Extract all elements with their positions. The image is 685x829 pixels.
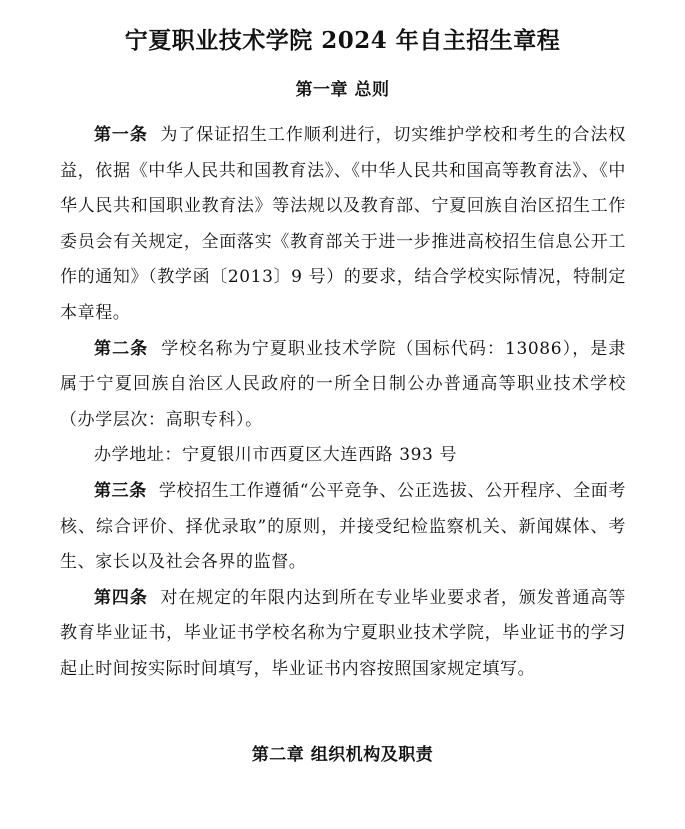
article-3-heading: 第三条: [94, 480, 147, 501]
chapter-1-heading: 第一章 总则: [295, 80, 390, 100]
document-title: 宁夏职业技术学院 2024 年自主招生章程: [124, 27, 561, 54]
article-1-text: 为了保证招生工作顺利进行，切实维护学校和考生的合法权益，依据《中华人民共和国教育法》、《中华人民共和国高等教育法》、《中华人民共和国职业教育法》等法规以及教育部、宁夏回族自治区招生工作委员会有关规定，全面落实《教育部关于进一步推进高校招生信息公开工作的通知》（教学函〔2013〕9 号）的要求，结合学校实际情况，特制定本章程。: [60, 125, 626, 323]
article-3-text: 学校招生工作遵循“公平竞争、公正选拔、公开程序、全面考核、综合评价、择优录取”的原则，并接受纪检监察机关、新闻媒体、考生、家长以及社会各界的监督。: [60, 480, 626, 573]
article-3: [60, 474, 626, 581]
article-2-heading: 第二条: [94, 338, 149, 359]
article-2-text: 学校名称为宁夏职业技术学院（国标代码：13086），是隶属于宁夏回族自治区人民政府的一所全日制公办普通高等职业技术学校（办学层次：高职专科）。: [60, 338, 626, 430]
school-address-text: 办学地址：宁夏银川市西夏区大连西路 393 号: [94, 445, 458, 466]
article-2: [60, 332, 626, 439]
article-4-heading: 第四条: [94, 587, 148, 608]
article-4: [60, 581, 626, 688]
school-address: [60, 438, 626, 474]
article-1: [60, 118, 626, 332]
article-1-heading: 第一条: [94, 125, 148, 145]
article-4-text: 对在规定的年限内达到所在专业毕业要求者，颁发普通高等教育毕业证书，毕业证书学校名称为宁夏职业技术学院，毕业证书的学习起止时间按实际时间填写，毕业证书内容按照国家规定填写。: [60, 587, 626, 679]
chapter-2-heading: 第二章 组织机构及职责: [251, 745, 434, 765]
chapter-1-body: [60, 118, 626, 688]
